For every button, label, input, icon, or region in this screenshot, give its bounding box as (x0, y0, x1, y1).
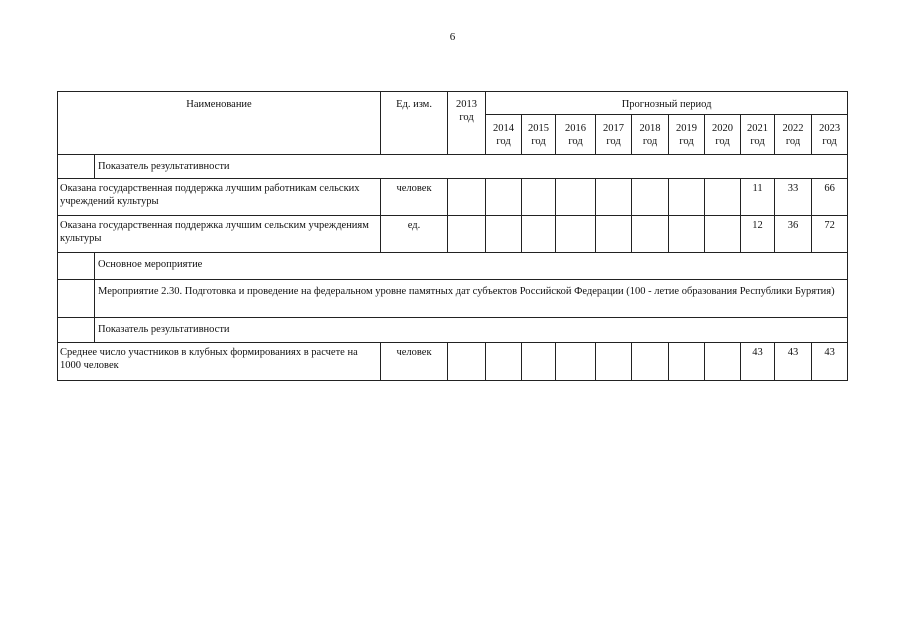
value-cell (632, 179, 669, 216)
year-suffix: год (496, 136, 511, 147)
value-cell (556, 343, 596, 381)
value-cell (486, 179, 522, 216)
activity-row (58, 280, 848, 318)
year-cell (596, 115, 632, 155)
value-2023: 72 (812, 216, 848, 253)
value-cell (669, 343, 705, 381)
value-cell (705, 179, 741, 216)
value-cell (486, 343, 522, 381)
value-cell (705, 343, 741, 381)
value-cell (522, 179, 556, 216)
value-cell (556, 179, 596, 216)
section-row (58, 155, 848, 179)
value-cell (596, 343, 632, 381)
section-label: Показатель результативности (95, 318, 848, 343)
year-value: 2018 (639, 123, 661, 134)
year-suffix: год (750, 136, 765, 147)
header-unit-cell (381, 92, 448, 155)
value-2023: 66 (812, 179, 848, 216)
value-cell (522, 216, 556, 253)
header-name-cell (58, 92, 381, 155)
value-2022: 36 (775, 216, 812, 253)
year-value: 2017 (603, 123, 625, 134)
value-cell (556, 216, 596, 253)
year-value: 2015 (528, 123, 550, 134)
year-suffix: год (785, 136, 801, 147)
indicator-unit: человек (381, 179, 448, 216)
value-2021: 43 (741, 343, 775, 381)
header-base-year: 2013 (456, 99, 478, 110)
year-value: 2016 (565, 123, 587, 134)
indent-cell (58, 280, 95, 318)
indicator-unit: человек (381, 343, 448, 381)
year-cell (812, 115, 848, 155)
header-base-year-cell (448, 92, 486, 155)
activity-label: Мероприятие 2.30. Подготовка и проведение на федеральном уровне памятных дат субъектов Российской Федерации (100 - летие образования Республики Бурятия) (95, 280, 848, 318)
year-value: 2021 (747, 123, 769, 134)
value-cell (669, 179, 705, 216)
header-forecast: Прогнозный период (621, 99, 712, 110)
value-2021: 12 (741, 216, 775, 253)
year-suffix: год (568, 136, 583, 147)
year-cell (556, 115, 596, 155)
year-value: 2023 (819, 123, 841, 134)
value-2021: 11 (741, 179, 775, 216)
indent-cell (58, 318, 95, 343)
value-2022: 43 (775, 343, 812, 381)
year-cell (775, 115, 812, 155)
indicator-name: Среднее число участников в клубных формированиях в расчете на 1000 человек (58, 343, 381, 381)
value-cell (448, 343, 486, 381)
year-cell (632, 115, 669, 155)
year-suffix: год (606, 136, 621, 147)
indicator-name: Оказана государственная поддержка лучшим сельским учреждениям культуры (58, 216, 381, 253)
indicators-table (57, 91, 848, 381)
year-value: 2014 (493, 123, 515, 134)
year-suffix: год (679, 136, 694, 147)
value-cell (669, 216, 705, 253)
indent-cell (58, 155, 95, 179)
indent-cell (58, 253, 95, 280)
year-value: 2019 (676, 123, 698, 134)
table-row (58, 216, 848, 253)
header-base-year-suffix: год (459, 112, 474, 123)
section-row (58, 253, 848, 280)
header-forecast-cell (486, 92, 848, 115)
table-row (58, 179, 848, 216)
year-suffix: год (642, 136, 658, 147)
year-cell (669, 115, 705, 155)
header-unit: Ед. изм. (396, 99, 432, 110)
year-suffix: год (715, 136, 730, 147)
value-cell (522, 343, 556, 381)
page-number: 6 (449, 31, 456, 43)
year-cell (741, 115, 775, 155)
section-label: Показатель результативности (95, 155, 848, 179)
section-label: Основное мероприятие (95, 253, 848, 280)
header-row (58, 92, 848, 115)
value-cell (486, 216, 522, 253)
value-cell (632, 216, 669, 253)
value-cell (448, 216, 486, 253)
value-cell (448, 179, 486, 216)
year-value: 2020 (712, 123, 734, 134)
value-cell (596, 179, 632, 216)
year-cell (705, 115, 741, 155)
value-2023: 43 (812, 343, 848, 381)
year-suffix: год (531, 136, 546, 147)
value-2022: 33 (775, 179, 812, 216)
year-cell (522, 115, 556, 155)
value-cell (632, 343, 669, 381)
year-suffix: год (822, 136, 837, 147)
value-cell (596, 216, 632, 253)
year-cell (486, 115, 522, 155)
year-value: 2022 (782, 123, 804, 134)
value-cell (705, 216, 741, 253)
indicator-name: Оказана государственная поддержка лучшим работникам сельских учреждений культуры (58, 179, 381, 216)
header-name: Наименование (186, 99, 252, 110)
table-row (58, 343, 848, 381)
indicator-unit: ед. (381, 216, 448, 253)
section-row (58, 318, 848, 343)
